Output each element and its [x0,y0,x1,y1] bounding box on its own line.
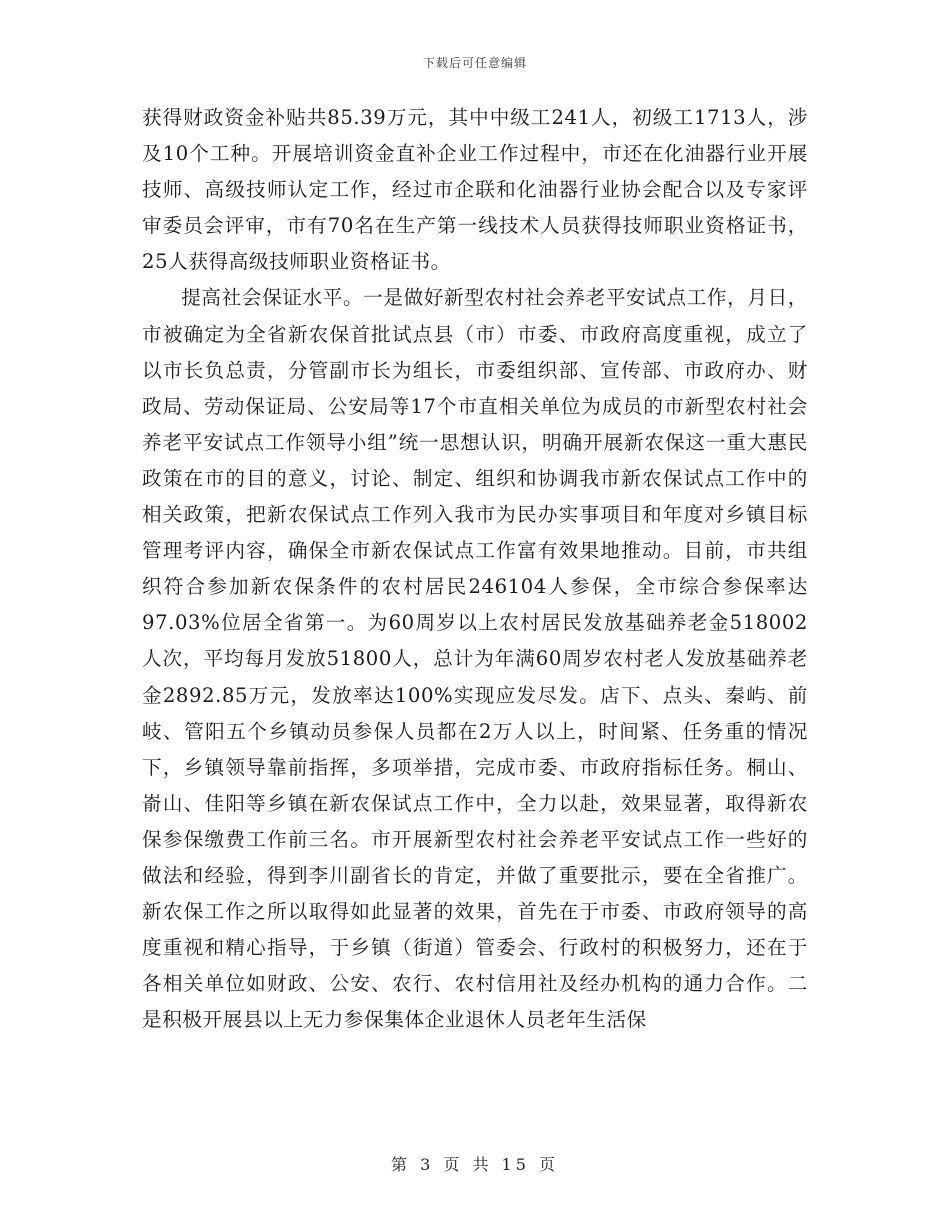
page-header: 下载后可任意编辑 [422,56,527,70]
page-footer: 第 3 页 共 15 页 [391,1155,559,1174]
paragraph-2: 提高社会保证水平。一是做好新型农村社会养老平安试点工作，月日，市被确定为全省新农保首批试点县（市）市委、市政府高度重视，成立了以市长负总责，分管副市长为组长，市委组织部、宣传部、市政府办、财政局、劳动保证局、公安局等17个市直相关单位为成员的市新型农村社会养老平安试点工作领导小组”统一思想认识，明确开展新农保这一重大惠民政策在市的目的意义，讨论、制定、组织和协调我市新农保试点工作中的相关政策，把新农保试点工作列入我市为民办实事项目和年度对乡镇目标管理考评内容，确保全市新农保试点工作富有效果地推动。目前，市共组织符合参加新农保条件的农村居民246104人参保，全市综合参保率达97.03%位居全省第一。为60周岁以上农村居民发放基础养老金518002人次，平均每月发放51800人，总计为年满60周岁农村老人发放基础养老金2892.85万元，发放率达100%实现应发尽发。店下、点头、秦屿、前岐、管阳五个乡镇动员参保人员都在2万人以上，时间紧、任务重的情况下，乡镇领导靠前指挥，多项举措，完成市委、市政府指标任务。桐山、嵛山、佳阳等乡镇在新农保试点工作中，全力以赴，效果显著，取得新农保参保缴费工作前三名。市开展新型农村社会养老平安试点工作一些好的做法和经验，得到李川副省长的肯定，并做了重要批示，要在全省推广。新农保工作之所以取得如此显著的效果，首先在于市委、市政府领导的高度重视和精心指导，于乡镇（街道）管委会、行政村的积极努力，还在于各相关单位如财政、公安、农行、农村信用社及经办机构的通力合作。二是积极开展县以上无力参保集体企业退休人员老年生活保 [142,286,808,1032]
document-body [142,100,808,1038]
paragraph-1: 获得财政资金补贴共85.39万元，其中中级工241人，初级工1713人，涉及10个工种。开展培训资金直补企业工作过程中，市还在化油器行业开展技师、高级技师认定工作，经过市企联和化油器行业协会配合以及专家评审委员会评审，市有70名在生产第一线技术人员获得技师职业资格证书，25人获得高级技师职业资格证书。 [142,106,808,274]
